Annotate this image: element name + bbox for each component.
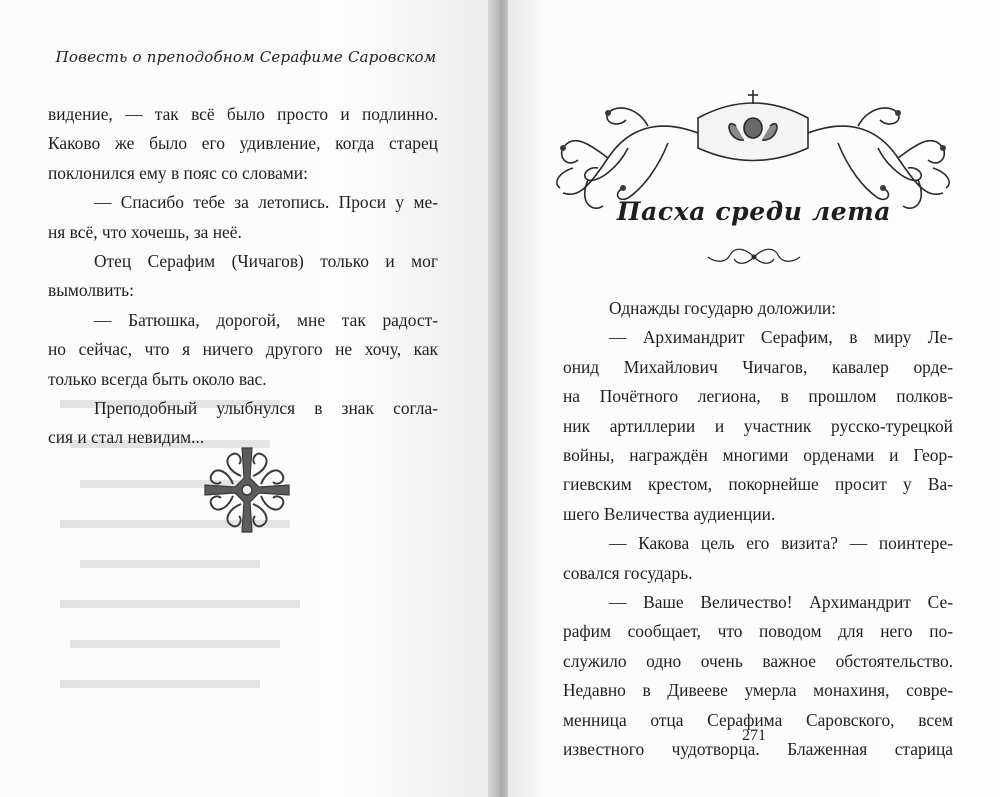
text-line: гиевским крестом, покорнейше просит у Ва- [563, 474, 953, 495]
text-line: совался государь. [563, 562, 693, 583]
page-number: 271 [742, 727, 766, 744]
orthodox-cross-ornament-icon [197, 440, 297, 540]
text-line: ник артиллерии и участник русско-турецкой [563, 415, 953, 436]
text-line: но сейчас, что я ничего другого не хочу, как [48, 339, 438, 360]
right-page [508, 0, 1000, 797]
text-line: Отец Серафим (Чичагов) только и мог [94, 251, 438, 272]
text-line: служило одно очень важное обстоятельство. [563, 650, 953, 671]
text-line: видение, — так всё было просто и подлинно. [48, 104, 438, 124]
chapter-title: Пасха среди лета [616, 197, 892, 226]
text-line: — Какова цель его визита? — поинтере- [609, 533, 953, 554]
text-line: поклонился ему в пояс со словами: [48, 162, 308, 183]
text-line: войны, награждён многими орденами и Геор- [563, 445, 953, 466]
running-head: Повесть о преподобном Серафиме Саровском [55, 48, 437, 66]
left-page [0, 0, 492, 797]
flourish-ornament-icon [704, 245, 804, 269]
text-line: сия и стал невидим... [48, 427, 205, 448]
text-line: — Батюшка, дорогой, мне так радост- [94, 309, 438, 330]
text-line: на Почётного легиона, в прошлом полков- [563, 386, 953, 407]
text-line: Однажды государю доложили: [609, 298, 837, 318]
text-line: — Ваше Величество! Архимандрит Се- [609, 592, 953, 613]
text-line: только всегда быть около вас. [48, 368, 267, 389]
text-line: рафим сообщает, что поводом для него по- [563, 621, 953, 642]
text-line: — Архимандрит Серафим, в миру Ле- [609, 327, 953, 348]
text-line: Недавно в Дивееве умерла монахиня, совре- [563, 680, 953, 701]
text-line: шего Величества аудиенции. [563, 503, 776, 524]
text-line: Каково же было его удивление, когда старец [48, 133, 438, 154]
text-line: Преподобный улыбнулся в знак согла- [94, 398, 438, 419]
text-line: — Спасибо тебе за летопись. Проси у ме- [94, 192, 438, 213]
left-text-block [48, 100, 438, 453]
text-line: известного чудотворца. Блаженная старица [563, 739, 953, 760]
right-text-block [563, 294, 953, 765]
text-line: ня всё, что хочешь, за неё. [48, 221, 242, 242]
text-line: менница отца Серафима Саровского, всем [563, 709, 953, 730]
text-line: онид Михайлович Чичагов, кавалер орде- [563, 356, 953, 377]
text-line: вымолвить: [48, 280, 134, 301]
